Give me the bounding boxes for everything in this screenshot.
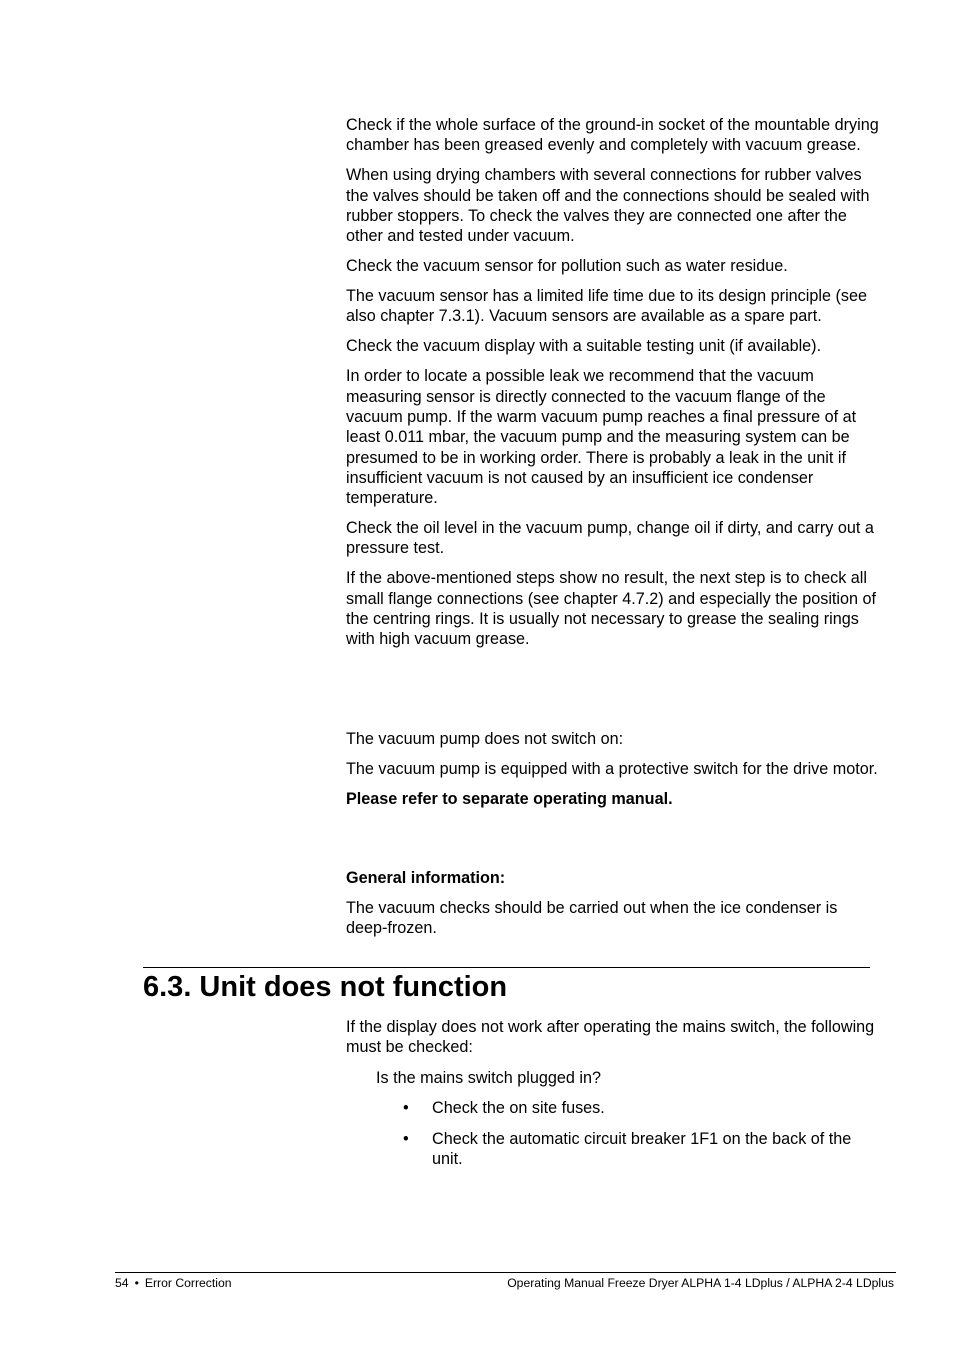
paragraph-rubber-valves: When using drying chambers with several connections for rubber valves the valves should be taken off and the connections should be sealed with rubber stoppers. To check the valves they are connected one after the other and tested under vacuum.: [346, 166, 870, 246]
page-number: 54: [115, 1276, 129, 1290]
list-item-text: Check the automatic circuit breaker 1F1 on the back of the unit.: [432, 1130, 852, 1169]
paragraph-sensor-pollution: Check the vacuum sensor for pollution such as water residue.: [346, 257, 788, 276]
paragraph-sensor-lifetime: The vacuum sensor has a limited life time due to its design principle (see also chapter 7.3.1). Vacuum sensors are available as a spare part.: [346, 287, 867, 326]
bullet-icon: •: [403, 1130, 409, 1148]
paragraph-flange-connections: If the above-mentioned steps show no result, the next step is to check all small flange connections (see chapter 4.7.2) and especially the position of the centring rings. It is usually not necessary to grease the sealing rings with high vacuum grease.: [346, 569, 877, 649]
mains-switch-question: Is the mains switch plugged in?: [376, 1069, 601, 1087]
paragraph-grease-check: Check if the whole surface of the ground-in socket of the mountable drying chamber has been greased evenly and completely with vacuum grease.: [346, 116, 879, 155]
general-info-section: [346, 868, 881, 939]
section-intro: If the display does not work after operating the mains switch, the following must be checked:: [346, 1018, 875, 1057]
footer-chapter: Error Correction: [144, 1276, 232, 1290]
general-info-text: The vacuum checks should be carried out when the ice condenser is deep-frozen.: [346, 898, 838, 938]
section-intro-block: [346, 1017, 881, 1058]
section-heading: 6.3. Unit does not function: [143, 971, 508, 1003]
footer-divider: [115, 1272, 896, 1273]
footer-manual-title: Operating Manual Freeze Dryer ALPHA 1-4 LDplus / ALPHA 2-4 LDplus: [507, 1276, 894, 1290]
pump-intro: The vacuum pump does not switch on:: [346, 730, 624, 748]
troubleshooting-paragraphs: [346, 115, 881, 650]
paragraph-leak-location: In order to locate a possible leak we recommend that the vacuum measuring sensor is directly connected to the vacuum flange of the vacuum pump. If the warm vacuum pump reaches a final pressure of at least 0.011 mbar, the vacuum pump and the measuring system can be presumed to be in working order. There is probably a leak in the unit if insufficient vacuum is not caused by an insufficient ice condenser temperature.: [346, 367, 857, 508]
footer-separator: •: [134, 1276, 139, 1290]
footer-left: [115, 1276, 232, 1291]
paragraph-oil-level: Check the oil level in the vacuum pump, change oil if dirty, and carry out a pressure test.: [346, 519, 874, 558]
pump-manual-reference: Please refer to separate operating manual.: [346, 789, 673, 808]
list-item: [403, 1129, 873, 1170]
pump-detail: The vacuum pump is equipped with a protective switch for the drive motor.: [346, 759, 878, 778]
general-info-heading: General information:: [346, 869, 506, 887]
paragraph-display-check: Check the vacuum display with a suitable testing unit (if available).: [346, 337, 822, 356]
list-item-text: Check the on site fuses.: [432, 1099, 605, 1117]
pump-section: [346, 729, 881, 809]
bullet-icon: •: [403, 1099, 409, 1117]
list-item: [403, 1098, 873, 1118]
